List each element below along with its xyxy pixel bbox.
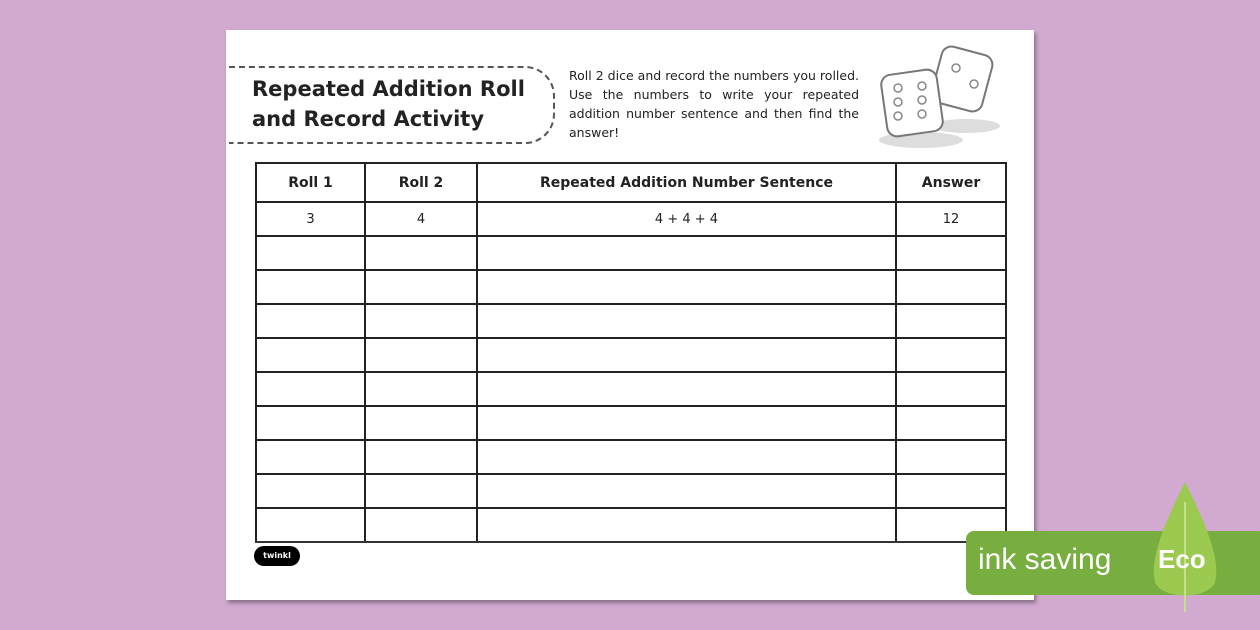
table-row	[256, 474, 1006, 508]
cell: 3	[256, 202, 365, 236]
empty-cell[interactable]	[256, 304, 365, 338]
cell: 12	[896, 202, 1006, 236]
header-sentence: Repeated Addition Number Sentence	[477, 163, 896, 202]
empty-cell[interactable]	[477, 508, 896, 542]
page-title: Repeated Addition Roll and Record Activity	[252, 77, 525, 131]
table-row	[256, 270, 1006, 304]
table-row	[256, 236, 1006, 270]
table-row	[256, 406, 1006, 440]
empty-cell[interactable]	[365, 236, 477, 270]
empty-cell[interactable]	[477, 440, 896, 474]
header-roll-1: Roll 1	[256, 163, 365, 202]
empty-cell[interactable]	[477, 338, 896, 372]
twinkl-logo: twinkl	[254, 546, 300, 566]
table-row	[256, 440, 1006, 474]
empty-cell[interactable]	[256, 474, 365, 508]
empty-cell[interactable]	[896, 440, 1006, 474]
empty-cell[interactable]	[256, 270, 365, 304]
empty-cell[interactable]	[896, 304, 1006, 338]
record-table	[255, 162, 1007, 543]
empty-cell[interactable]	[477, 304, 896, 338]
empty-cell[interactable]	[477, 474, 896, 508]
empty-cell[interactable]	[256, 406, 365, 440]
dice-icon	[866, 40, 1016, 150]
table-row	[256, 304, 1006, 338]
table-header-row	[256, 163, 1006, 202]
empty-cell[interactable]	[896, 338, 1006, 372]
table-row	[256, 508, 1006, 542]
empty-cell[interactable]	[256, 508, 365, 542]
empty-cell[interactable]	[365, 372, 477, 406]
empty-cell[interactable]	[896, 372, 1006, 406]
empty-cell[interactable]	[365, 270, 477, 304]
empty-cell[interactable]	[477, 372, 896, 406]
ink-saving-text: ink saving	[978, 543, 1112, 576]
empty-cell[interactable]	[896, 474, 1006, 508]
empty-cell[interactable]	[256, 338, 365, 372]
table-row	[256, 372, 1006, 406]
empty-cell[interactable]	[365, 338, 477, 372]
eco-leaf	[1150, 482, 1220, 612]
cell: 4	[365, 202, 477, 236]
empty-cell[interactable]	[477, 270, 896, 304]
empty-cell[interactable]	[365, 474, 477, 508]
table-row	[256, 202, 1006, 236]
empty-cell[interactable]	[365, 304, 477, 338]
empty-cell[interactable]	[896, 236, 1006, 270]
table-row	[256, 338, 1006, 372]
empty-cell[interactable]	[896, 406, 1006, 440]
eco-label: Eco	[1158, 544, 1206, 574]
instructions: Roll 2 dice and record the numbers you rolled. Use the numbers to write your repeated addition number sentence and then find the answer!	[569, 68, 859, 140]
cell: 4 + 4 + 4	[477, 202, 896, 236]
empty-cell[interactable]	[256, 440, 365, 474]
empty-cell[interactable]	[365, 406, 477, 440]
empty-cell[interactable]	[365, 440, 477, 474]
footer-divider	[255, 541, 1007, 543]
empty-cell[interactable]	[477, 236, 896, 270]
empty-cell[interactable]	[256, 236, 365, 270]
empty-cell[interactable]	[896, 270, 1006, 304]
empty-cell[interactable]	[256, 372, 365, 406]
header-answer: Answer	[896, 163, 1006, 202]
empty-cell[interactable]	[365, 508, 477, 542]
empty-cell[interactable]	[477, 406, 896, 440]
worksheet	[226, 30, 1034, 600]
empty-rows	[256, 236, 1006, 542]
header-roll-2: Roll 2	[365, 163, 477, 202]
